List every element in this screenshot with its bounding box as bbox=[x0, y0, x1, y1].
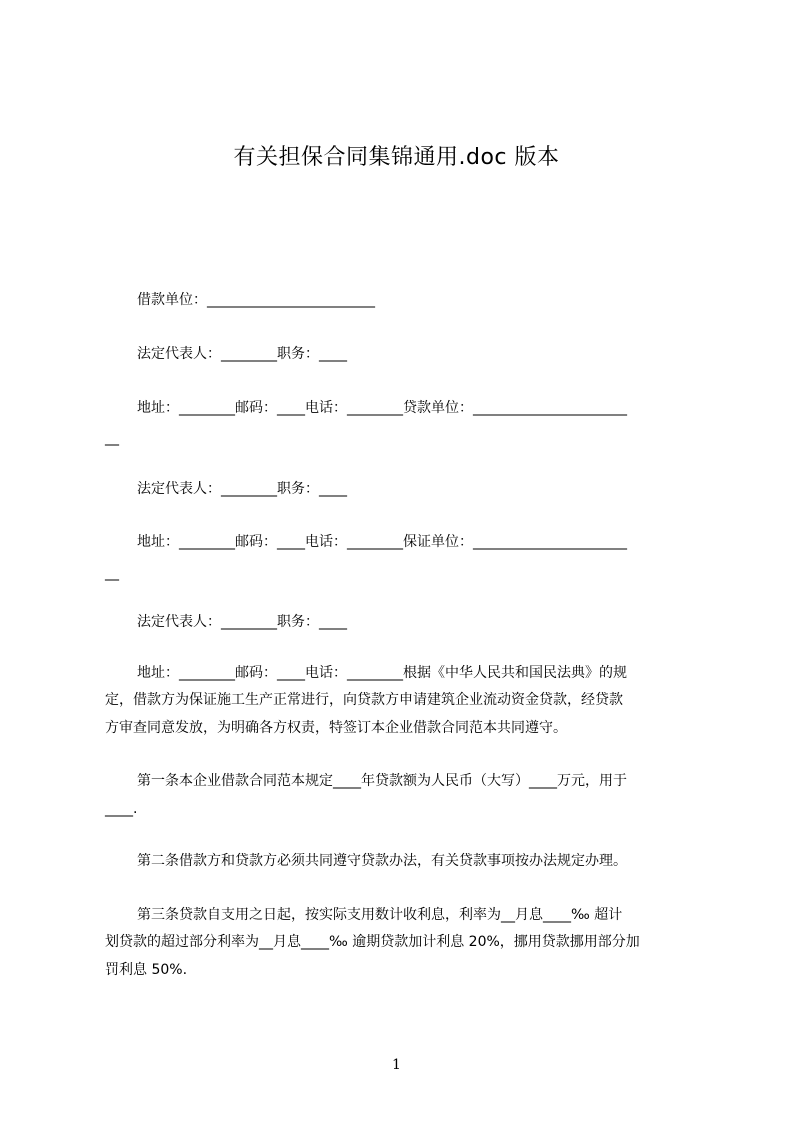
address-line-2: 地址：________邮码：____电话：________保证单位：______________________ bbox=[137, 534, 627, 550]
article-1-line-2: ____. bbox=[105, 801, 138, 817]
document-title: 有关担保合同集锦通用.doc 版本 bbox=[233, 145, 560, 170]
article-3-line-2: 划贷款的超过部分利率为__月息____‰ 逾期贷款加计利息 20%，挪用贷款挪用部分加 bbox=[105, 934, 640, 950]
address-line-3: 地址：________邮码：____电话：________根据《中华人民共和国民法典》的规 bbox=[137, 665, 627, 681]
legal-rep-line-2: 法定代表人：________职务：____ bbox=[137, 481, 347, 497]
article-3-line-3: 罚利息 50%. bbox=[105, 962, 188, 978]
address-line-1: 地址：________邮码：____电话：________贷款单位：______________________ bbox=[137, 400, 627, 416]
article-2: 第二条借款方和贷款方必须共同遵守贷款办法，有关贷款事项按办法规定办理。 bbox=[137, 853, 627, 869]
borrower-unit-line: 借款单位：________________________ bbox=[137, 292, 375, 308]
preamble-line-2: 定，借款方为保证施工生产正常进行，向贷款方申请建筑企业流动资金贷款，经贷款 bbox=[105, 692, 623, 708]
legal-rep-line-1: 法定代表人：________职务：____ bbox=[137, 346, 347, 362]
article-1-line-1: 第一条本企业借款合同范本规定____年贷款额为人民币（大写）____万元，用于 bbox=[137, 773, 627, 789]
page-number: 1 bbox=[392, 1057, 401, 1073]
address-line-2-continued: __ bbox=[105, 565, 119, 581]
article-3-line-1: 第三条贷款自支用之日起，按实际支用数计收利息，利率为__月息____‰ 超计 bbox=[137, 907, 623, 923]
address-line-1-continued: __ bbox=[105, 430, 119, 446]
preamble-line-3: 方审查同意发放，为明确各方权责，特签订本企业借款合同范本共同遵守。 bbox=[105, 720, 567, 736]
legal-rep-line-3: 法定代表人：________职务：____ bbox=[137, 614, 347, 630]
